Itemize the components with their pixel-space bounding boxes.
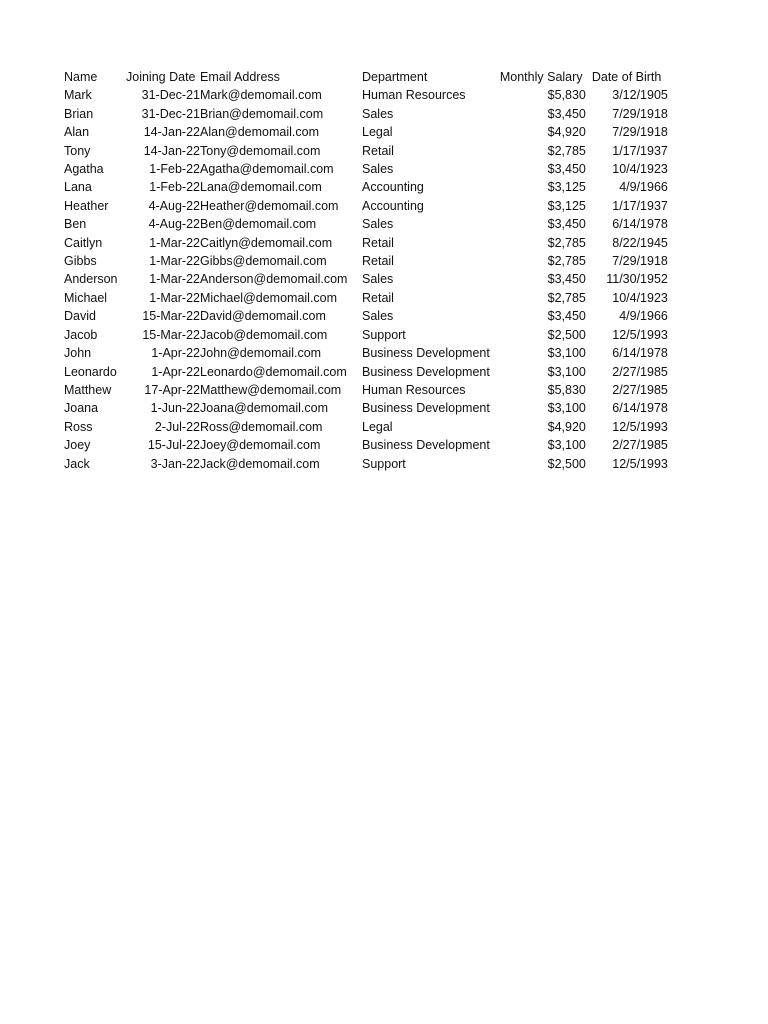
cell-joining-date[interactable]: 1-Apr-22 [151, 346, 200, 361]
cell-department[interactable]: Sales [362, 309, 394, 324]
cell-monthly-salary[interactable]: $3,100 [547, 401, 586, 416]
cell-joining-date[interactable]: 1-Jun-22 [150, 401, 200, 416]
cell-email[interactable]: David@demomail.com [200, 309, 326, 324]
cell-joining-date[interactable]: 1-Feb-22 [149, 180, 200, 195]
cell-joining-date[interactable]: 1-Mar-22 [149, 272, 200, 287]
cell-date-of-birth[interactable]: 11/30/1952 [606, 272, 668, 287]
cell-email[interactable]: Matthew@demomail.com [200, 382, 342, 397]
cell-email[interactable]: Ross@demomail.com [200, 419, 323, 434]
cell-email[interactable]: Ben@demomail.com [200, 217, 317, 232]
cell-email[interactable]: John@demomail.com [200, 346, 322, 361]
cell-monthly-salary[interactable]: $3,450 [547, 106, 586, 121]
cell-date-of-birth[interactable]: 4/9/1966 [619, 309, 668, 324]
cell-department[interactable]: Legal [362, 419, 393, 434]
spreadsheet-sheet [0, 68, 768, 473]
cell-department[interactable]: Accounting [362, 180, 424, 195]
cell-name[interactable]: Leonardo [64, 364, 117, 379]
cell-monthly-salary[interactable]: $2,785 [547, 235, 586, 250]
cell-name[interactable]: Ross [64, 419, 93, 434]
cell-joining-date[interactable]: 15-Mar-22 [142, 309, 200, 324]
cell-joining-date[interactable]: 2-Jul-22 [154, 419, 200, 434]
cell-email[interactable]: Michael@demomail.com [200, 290, 338, 305]
cell-email[interactable]: Tony@demomail.com [200, 143, 321, 158]
cell-department[interactable]: Retail [362, 290, 394, 305]
cell-monthly-salary[interactable]: $3,100 [547, 438, 586, 453]
table-row [60, 418, 668, 436]
cell-department[interactable]: Retail [362, 235, 394, 250]
cell-email[interactable]: Caitlyn@demomail.com [200, 235, 333, 250]
cell-email[interactable]: Alan@demomail.com [200, 125, 319, 140]
cell-date-of-birth[interactable]: 12/5/1993 [612, 327, 668, 342]
cell-name[interactable]: Matthew [64, 382, 112, 397]
cell-email[interactable]: Lana@demomail.com [200, 180, 322, 195]
cell-date-of-birth[interactable]: 6/14/1978 [612, 217, 668, 232]
cell-name[interactable]: Heather [64, 198, 109, 213]
cell-date-of-birth[interactable]: 4/9/1966 [619, 180, 668, 195]
cell-monthly-salary[interactable]: $3,450 [547, 162, 586, 177]
cell-joining-date[interactable]: 1-Feb-22 [149, 162, 200, 177]
cell-joining-date[interactable]: 17-Apr-22 [144, 382, 200, 397]
cell-date-of-birth[interactable]: 3/12/1905 [612, 88, 668, 103]
cell-name[interactable]: Ben [64, 217, 87, 232]
cell-joining-date[interactable]: 1-Mar-22 [149, 235, 200, 250]
cell-email[interactable]: Joana@demomail.com [200, 401, 329, 416]
cell-name[interactable]: Jack [64, 456, 90, 471]
header-monthly-salary[interactable]: Monthly Salary [499, 70, 583, 84]
cell-email[interactable]: Joey@demomail.com [200, 438, 321, 453]
cell-monthly-salary[interactable]: $3,450 [547, 309, 586, 324]
cell-name[interactable]: Joana [64, 401, 99, 416]
cell-email[interactable]: Jacob@demomail.com [200, 327, 328, 342]
cell-joining-date[interactable]: 4-Aug-22 [148, 217, 200, 232]
table-row [60, 399, 668, 417]
header-name[interactable]: Name [64, 70, 98, 84]
cell-department[interactable]: Human Resources [362, 88, 466, 103]
cell-monthly-salary[interactable]: $2,785 [547, 290, 586, 305]
cell-name[interactable]: Agatha [64, 162, 104, 177]
cell-joining-date[interactable]: 31-Dec-21 [141, 88, 200, 103]
cell-name[interactable]: Tony [64, 143, 91, 158]
cell-department[interactable]: Business Development [362, 364, 490, 379]
cell-name[interactable]: Gibbs [64, 254, 97, 269]
table-row [60, 436, 668, 454]
table-row [60, 215, 668, 233]
cell-monthly-salary[interactable]: $4,920 [547, 419, 586, 434]
cell-name[interactable]: Anderson [64, 272, 118, 287]
cell-monthly-salary[interactable]: $3,100 [547, 346, 586, 361]
cell-date-of-birth[interactable]: 2/27/1985 [612, 364, 668, 379]
cell-date-of-birth[interactable]: 7/29/1918 [612, 106, 668, 121]
cell-email[interactable]: Mark@demomail.com [200, 88, 322, 103]
cell-name[interactable]: David [64, 309, 96, 324]
cell-joining-date[interactable]: 15-Jul-22 [147, 438, 200, 453]
cell-date-of-birth[interactable]: 7/29/1918 [612, 254, 668, 269]
cell-email[interactable]: Anderson@demomail.com [200, 272, 348, 287]
cell-department[interactable]: Business Development [362, 438, 490, 453]
cell-name[interactable]: Caitlyn [64, 235, 103, 250]
table-row [60, 455, 668, 473]
cell-name[interactable]: Brian [64, 106, 94, 121]
cell-email[interactable]: Leonardo@demomail.com [200, 364, 347, 379]
cell-name[interactable]: Lana [64, 180, 92, 195]
cell-email[interactable]: Gibbs@demomail.com [200, 254, 327, 269]
cell-monthly-salary[interactable]: $2,500 [547, 456, 586, 471]
cell-monthly-salary[interactable]: $3,100 [547, 364, 586, 379]
cell-joining-date[interactable]: 14-Jan-22 [143, 143, 200, 158]
cell-date-of-birth[interactable]: 6/14/1978 [612, 346, 668, 361]
header-email[interactable]: Email Address [200, 70, 280, 84]
cell-monthly-salary[interactable]: $2,785 [547, 143, 586, 158]
cell-date-of-birth[interactable]: 12/5/1993 [612, 456, 668, 471]
cell-department[interactable]: Retail [362, 143, 394, 158]
cell-joining-date[interactable]: 14-Jan-22 [143, 125, 200, 140]
cell-department[interactable]: Human Resources [362, 382, 466, 397]
table-row [60, 344, 668, 362]
cell-name[interactable]: John [64, 346, 92, 361]
cell-date-of-birth[interactable]: 2/27/1985 [612, 382, 668, 397]
cell-monthly-salary[interactable]: $3,450 [547, 217, 586, 232]
cell-monthly-salary[interactable]: $3,125 [547, 198, 586, 213]
cell-name[interactable]: Jacob [64, 327, 98, 342]
cell-department[interactable]: Legal [362, 125, 393, 140]
cell-department[interactable]: Support [362, 456, 406, 471]
cell-joining-date[interactable]: 4-Aug-22 [148, 198, 200, 213]
cell-date-of-birth[interactable]: 2/27/1985 [612, 438, 668, 453]
table-row [60, 252, 668, 270]
table-row [60, 123, 668, 141]
cell-email[interactable]: Jack@demomail.com [200, 456, 320, 471]
cell-name[interactable]: Joey [64, 438, 91, 453]
cell-email[interactable]: Brian@demomail.com [200, 106, 324, 121]
cell-email[interactable]: Heather@demomail.com [200, 198, 339, 213]
cell-name[interactable]: Mark [64, 88, 92, 103]
cell-department[interactable]: Accounting [362, 198, 424, 213]
cell-email[interactable]: Agatha@demomail.com [200, 162, 334, 177]
cell-date-of-birth[interactable]: 8/22/1945 [612, 235, 668, 250]
cell-department[interactable]: Sales [362, 106, 394, 121]
cell-monthly-salary[interactable]: $5,830 [547, 382, 586, 397]
cell-date-of-birth[interactable]: 10/4/1923 [612, 290, 668, 305]
cell-joining-date[interactable]: 31-Dec-21 [141, 106, 200, 121]
table-row [60, 197, 668, 215]
cell-date-of-birth[interactable]: 10/4/1923 [612, 162, 668, 177]
cell-monthly-salary[interactable]: $2,500 [547, 327, 586, 342]
cell-date-of-birth[interactable]: 12/5/1993 [612, 419, 668, 434]
table-row [60, 270, 668, 288]
table-row [60, 363, 668, 381]
cell-name[interactable]: Michael [64, 290, 108, 305]
cell-monthly-salary[interactable]: $2,785 [547, 254, 586, 269]
table-row [60, 160, 668, 178]
header-department[interactable]: Department [362, 70, 428, 84]
table-row [60, 142, 668, 160]
table-row [60, 105, 668, 123]
cell-date-of-birth[interactable]: 6/14/1978 [612, 401, 668, 416]
cell-joining-date[interactable]: 1-Mar-22 [149, 290, 200, 305]
header-date-of-birth[interactable]: Date of Birth [591, 70, 662, 84]
cell-department[interactable]: Sales [362, 272, 394, 287]
cell-monthly-salary[interactable]: $5,830 [547, 88, 586, 103]
cell-name[interactable]: Alan [64, 125, 90, 140]
cell-department[interactable]: Support [362, 327, 406, 342]
cell-joining-date[interactable]: 1-Apr-22 [151, 364, 200, 379]
cell-date-of-birth[interactable]: 1/17/1937 [612, 143, 668, 158]
employee-table [60, 68, 668, 473]
cell-department[interactable]: Business Development [362, 401, 490, 416]
header-row [60, 68, 668, 86]
table-row [60, 307, 668, 325]
cell-date-of-birth[interactable]: 7/29/1918 [612, 125, 668, 140]
table-row [60, 234, 668, 252]
cell-date-of-birth[interactable]: 1/17/1937 [612, 198, 668, 213]
table-row [60, 86, 668, 104]
cell-monthly-salary[interactable]: $3,450 [547, 272, 586, 287]
cell-joining-date[interactable]: 3-Jan-22 [150, 456, 200, 471]
cell-joining-date[interactable]: 15-Mar-22 [142, 327, 200, 342]
table-row [60, 289, 668, 307]
header-joining-date[interactable]: Joining Date [126, 70, 196, 84]
cell-department[interactable]: Retail [362, 254, 394, 269]
cell-department[interactable]: Business Development [362, 346, 490, 361]
cell-joining-date[interactable]: 1-Mar-22 [149, 254, 200, 269]
table-row [60, 326, 668, 344]
table-row [60, 178, 668, 196]
cell-monthly-salary[interactable]: $3,125 [547, 180, 586, 195]
cell-department[interactable]: Sales [362, 162, 394, 177]
cell-department[interactable]: Sales [362, 217, 394, 232]
table-row [60, 381, 668, 399]
cell-monthly-salary[interactable]: $4,920 [547, 125, 586, 140]
